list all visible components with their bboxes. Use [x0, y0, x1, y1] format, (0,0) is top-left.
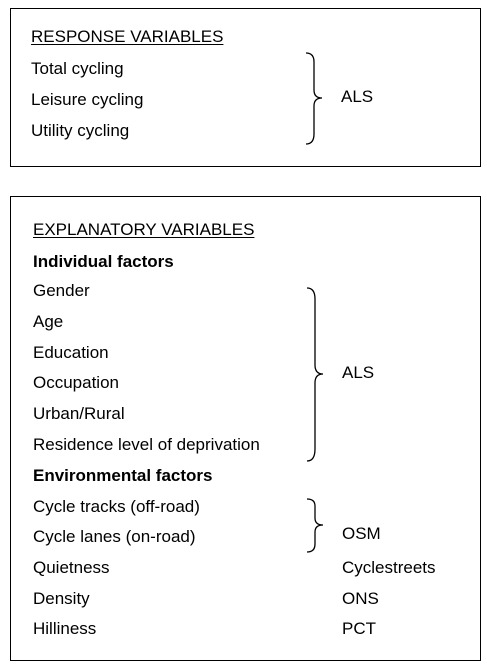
response-source: ALS [341, 87, 374, 106]
cycle-infrastructure-source: OSM [342, 524, 381, 543]
response-brace [302, 52, 326, 146]
quietness-source: Cyclestreets [342, 558, 436, 577]
explanatory-heading: EXPLANATORY VARIABLES [33, 220, 255, 239]
response-item-utility-cycling: Utility cycling [31, 121, 130, 140]
individual-factors-heading: Individual factors [33, 252, 174, 271]
individual-item-deprivation: Residence level of deprivation [33, 435, 260, 454]
response-item-leisure-cycling: Leisure cycling [31, 90, 144, 109]
individual-item-age: Age [33, 312, 64, 331]
environmental-item-density: Density [33, 589, 90, 608]
environmental-item-quietness: Quietness [33, 558, 110, 577]
individual-item-urban-rural: Urban/Rural [33, 404, 125, 423]
hilliness-source: PCT [342, 619, 376, 638]
environmental-item-cycle-tracks: Cycle tracks (off-road) [33, 497, 200, 516]
individual-brace [303, 287, 327, 463]
environmental-item-cycle-lanes: Cycle lanes (on-road) [33, 527, 196, 546]
individual-item-occupation: Occupation [33, 373, 119, 392]
response-heading: RESPONSE VARIABLES [31, 27, 224, 46]
individual-item-gender: Gender [33, 281, 90, 300]
density-source: ONS [342, 589, 379, 608]
environmental-factors-heading: Environmental factors [33, 466, 213, 485]
individual-item-education: Education [33, 343, 109, 362]
individual-source: ALS [342, 363, 375, 382]
cycle-infrastructure-brace [303, 498, 327, 554]
environmental-item-hilliness: Hilliness [33, 619, 97, 638]
response-item-total-cycling: Total cycling [31, 59, 124, 78]
